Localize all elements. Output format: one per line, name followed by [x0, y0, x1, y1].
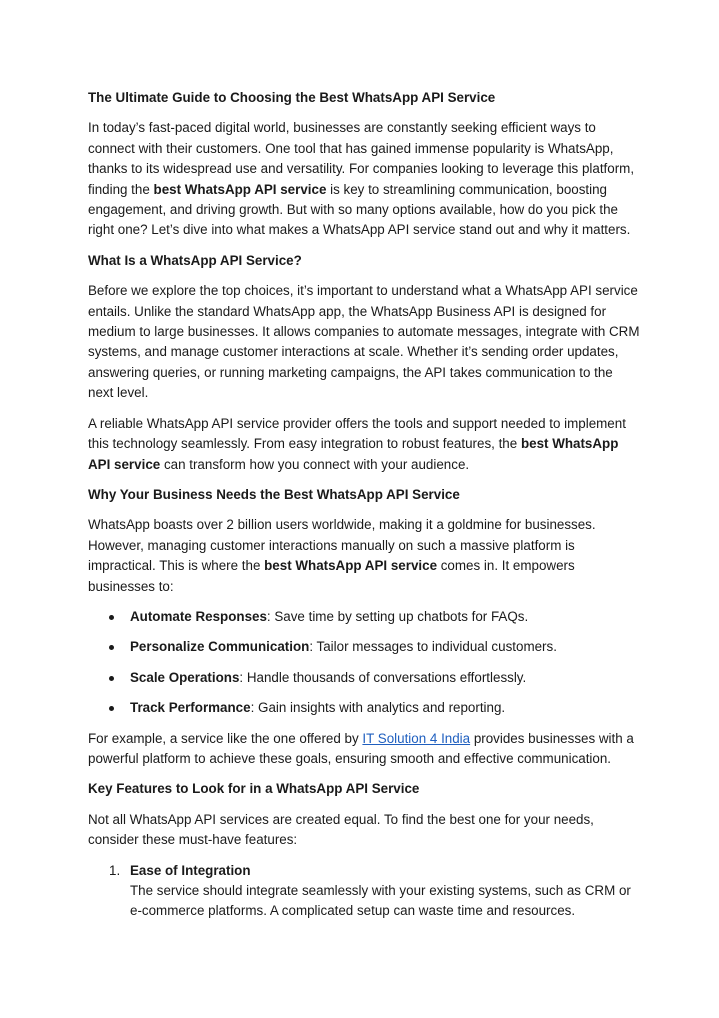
section2-paragraph-1 — [88, 515, 641, 597]
section1-paragraph-1: Before we explore the top choices, it’s important to understand what a WhatsApp API service entails. Unlike the standard WhatsApp app, the WhatsApp Business API is designed for medium to large businesses. It allows companies to automate messages, integrate with CRM systems, and manage customer interactions at scale. Whether it’s sending order updates, answering queries, or running marketing campaigns, the API takes communication to the next level. — [88, 283, 640, 401]
bullet-icon — [109, 645, 114, 650]
list-item — [88, 698, 641, 718]
section2-p2-text: For example, a service like the one offered by — [88, 730, 363, 746]
list-item — [88, 861, 641, 922]
intro-paragraph — [88, 118, 641, 240]
list-item-number: 1. — [109, 862, 121, 878]
list-item — [88, 637, 641, 657]
section2-p1-text: WhatsApp boasts over 2 billion users worldwide, making it a goldmine for businesses. However, managing customer interactions manually on such a massive platform is impractical. This is where the — [88, 517, 596, 574]
list-item-text: : Save time by setting up chatbots for FAQs. — [266, 608, 529, 624]
list-item-title: Ease of Integration — [130, 862, 251, 878]
features-list — [88, 861, 641, 922]
list-item-title: Track Performance — [130, 700, 251, 716]
list-item-title: Automate Responses — [130, 608, 267, 624]
list-item — [88, 607, 641, 627]
section-heading-why: Why Your Business Needs the Best WhatsApp API Service — [88, 486, 460, 502]
benefits-list — [88, 607, 641, 719]
intro-text: In today’s fast-paced digital world, businesses are constantly seeking efficient ways to connect with their customers. One tool that has gained immense popularity is WhatsApp, thanks to its widespread use and versatility. For companies looking to leverage this platform, finding the — [88, 120, 635, 197]
section2-paragraph-2 — [88, 729, 641, 770]
section1-p2-text-end: can transform how you connect with your audience. — [160, 456, 470, 472]
page-title: The Ultimate Guide to Choosing the Best WhatsApp API Service — [88, 90, 496, 105]
section2-p1-bold: best WhatsApp API service — [264, 558, 438, 574]
list-item-title: Personalize Communication — [130, 639, 310, 655]
list-item-text: : Tailor messages to individual customers. — [309, 639, 557, 655]
section2-p1-text-end: comes in. It empowers businesses to: — [88, 558, 575, 594]
section1-p2-text: A reliable WhatsApp API service provider offers the tools and support needed to implement this technology seamlessly. From easy integration to robust features, the — [88, 415, 626, 452]
list-item-text: : Gain insights with analytics and reporting. — [250, 700, 506, 716]
bullet-icon — [109, 676, 114, 681]
list-item-text: : Handle thousands of conversations effortlessly. — [239, 669, 527, 685]
list-item-title: Scale Operations — [130, 669, 240, 685]
list-item-text: The service should integrate seamlessly with your existing systems, such as CRM or e-commerce platforms. A complicated setup can waste time and resources. — [130, 883, 631, 919]
section1-paragraph-2 — [88, 414, 641, 475]
intro-text-end: is key to streamlining communication, boosting engagement, and driving growth. But with so many options available, how do you pick the right one? Let’s dive into what makes a WhatsApp API service stand out and why it matters. — [88, 181, 631, 238]
list-item — [88, 668, 641, 688]
section-heading-what-is: What Is a WhatsApp API Service? — [88, 252, 302, 268]
intro-bold: best WhatsApp API service — [153, 181, 327, 197]
it-solution-link[interactable]: IT Solution 4 India — [362, 730, 471, 746]
section3-paragraph-1: Not all WhatsApp API services are created equal. To find the best one for your needs, consider these must-have features: — [88, 811, 594, 848]
section1-p2-bold: best WhatsApp API service — [88, 436, 619, 472]
bullet-icon — [109, 615, 114, 620]
section-heading-features: Key Features to Look for in a WhatsApp API Service — [88, 781, 420, 797]
section2-p2-text-end: provides businesses with a powerful platform to achieve these goals, ensuring smooth and effective communication. — [88, 730, 634, 766]
bullet-icon — [109, 706, 114, 711]
